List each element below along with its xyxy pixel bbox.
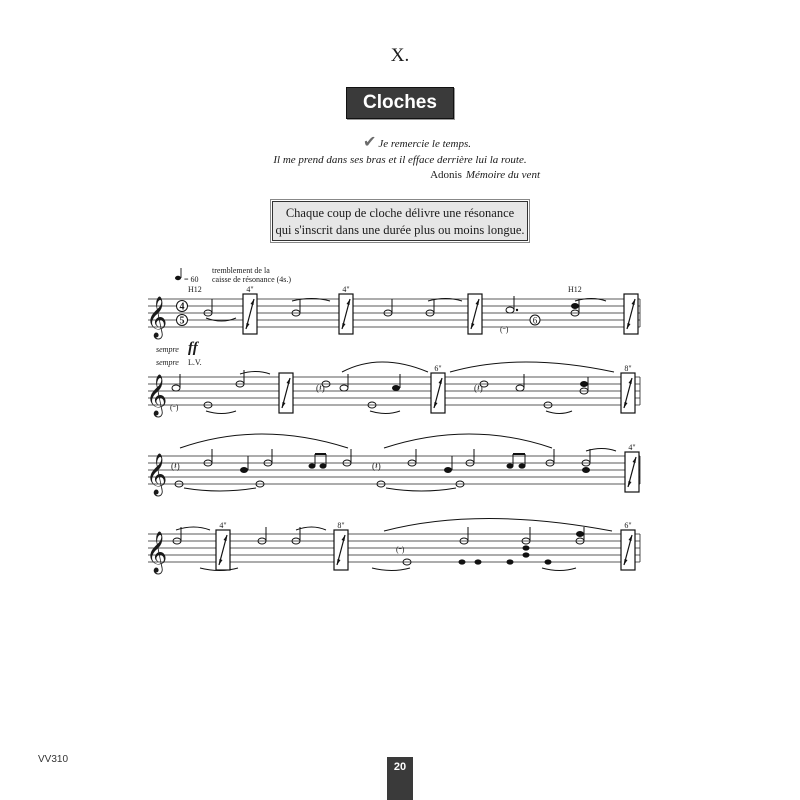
performance-note-2: caisse de résonance (4s.) — [212, 275, 292, 284]
tremolo-box — [334, 530, 348, 570]
tremolo-box — [624, 294, 638, 334]
catalog-code: VV310 — [38, 754, 69, 765]
epigraph-line-2: Il me prend dans ses bras et il efface derrière lui la route. — [273, 153, 527, 166]
piece-title: Cloches — [346, 87, 454, 119]
harmonic-label-2: H12 — [568, 285, 582, 294]
performance-note-1: tremblement de la — [212, 266, 270, 275]
time-sig-bottom: 5 — [179, 315, 185, 327]
epigraph-line1-text: Je remercie le temps. — [378, 138, 472, 150]
duration-label: 4" — [246, 285, 254, 294]
tremolo-box — [621, 530, 635, 570]
rest-mark: (𝄽) — [474, 383, 483, 393]
rest-mark: (𝄽) — [171, 461, 180, 471]
lv-marking: L.V. — [188, 358, 202, 367]
harmonic-label: H12 — [188, 285, 202, 294]
rest-mark: (𝄽) — [372, 461, 381, 471]
tempo-text: = 60 — [184, 275, 199, 284]
tremolo-box — [216, 530, 230, 570]
checkmark-icon: ✔ — [362, 134, 377, 151]
string-number: 6 — [532, 315, 538, 326]
staff-system-1 — [146, 266, 640, 367]
rest-mark: (𝄼) — [170, 403, 179, 412]
duration-label: 6" — [434, 364, 442, 373]
epigraph-author: Adonis — [430, 169, 462, 181]
tempo-marking — [175, 268, 199, 284]
duration-label: 4" — [628, 443, 636, 452]
dynamic-marking: ff — [188, 340, 198, 356]
tremolo-box — [621, 373, 635, 413]
staff-system-4 — [146, 519, 640, 575]
staff-system-3 — [146, 434, 640, 496]
page-number: 20 — [387, 757, 413, 800]
treble-clef-icon: 𝄞 — [146, 375, 168, 415]
instruction-line-2: qui s'inscrit dans une durée plus ou moins longue. — [275, 223, 525, 237]
rest-mark: (𝄼) — [500, 325, 509, 334]
tremolo-box — [468, 294, 482, 334]
time-sig-top: 4 — [179, 301, 185, 313]
time-signature — [177, 301, 188, 327]
duration-label: 4" — [342, 285, 350, 294]
tremolo-box — [339, 294, 353, 334]
lv-prefix: sempre — [156, 358, 179, 367]
tremolo-box — [243, 294, 257, 334]
rest-mark: (𝄼) — [396, 545, 405, 554]
treble-clef-icon: 𝄞 — [146, 297, 168, 337]
duration-label: 8" — [624, 364, 632, 373]
epigraph-work: Mémoire du vent — [465, 169, 540, 181]
instruction-line-1: Chaque coup de cloche délivre une résonance — [285, 206, 515, 220]
tremolo-box — [279, 373, 293, 413]
duration-label: 4" — [219, 521, 227, 530]
tremolo-box — [625, 452, 639, 492]
treble-clef-icon: 𝄞 — [146, 532, 168, 572]
duration-label: 6" — [624, 521, 632, 530]
staff-system-2 — [146, 362, 640, 417]
duration-label: 8" — [337, 521, 345, 530]
dynamic-prefix: sempre — [156, 345, 179, 354]
tremolo-box — [431, 373, 445, 413]
section-numeral: X. — [390, 45, 410, 66]
treble-clef-icon: 𝄞 — [146, 454, 168, 494]
rest-mark: (𝄽) — [316, 383, 325, 393]
